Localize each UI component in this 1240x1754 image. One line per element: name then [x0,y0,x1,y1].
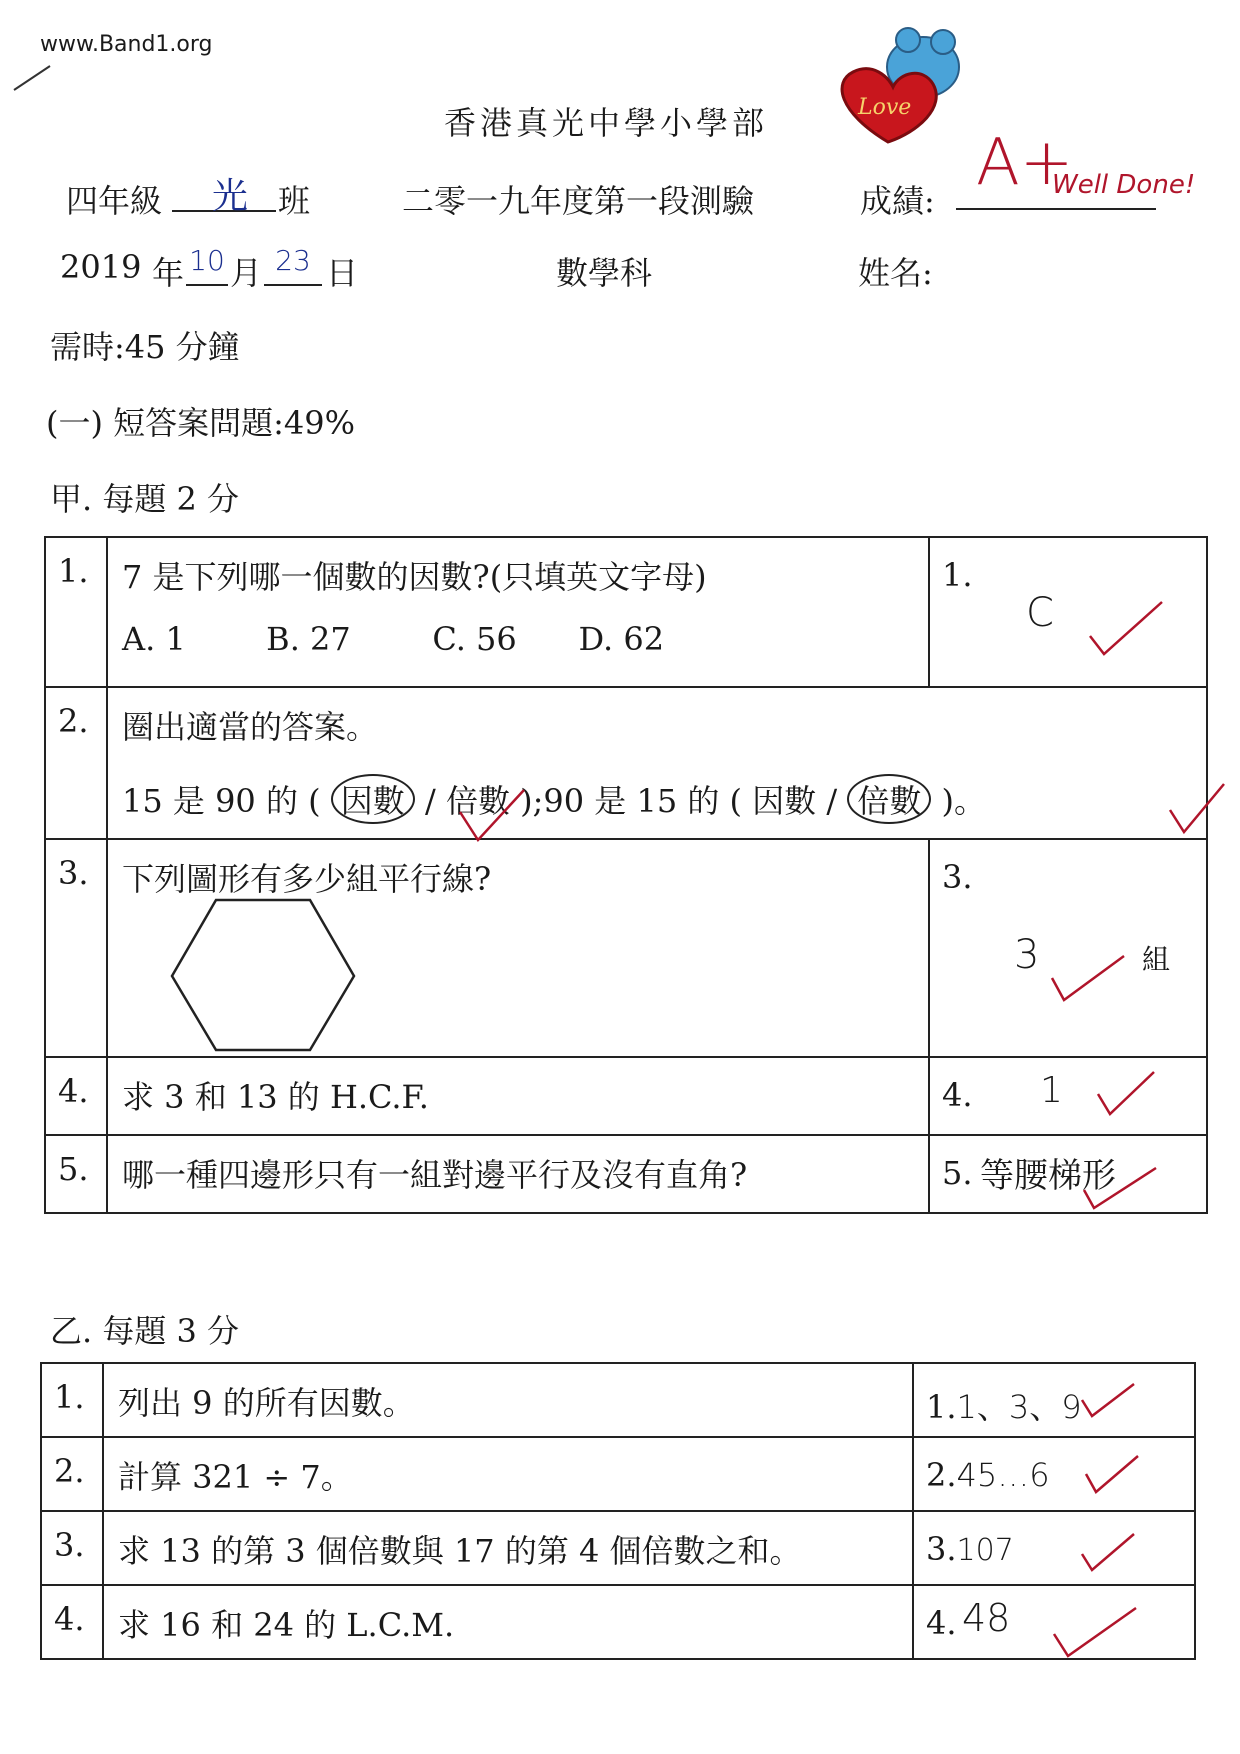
option-d: D. 62 [578,620,665,658]
exam-day: 23 [275,244,311,277]
answer-value: 48 [962,1596,1011,1640]
answer-unit: 組 [1142,943,1171,976]
day-char: 日 [326,254,359,292]
q2-sep-a: / [424,782,436,820]
part-a-table [44,536,1208,1214]
check-mark-icon [1168,780,1228,840]
question-text: 列出 9 的所有因數。 [118,1384,415,1422]
section1-title: (一) 短答案問題:49% [46,404,356,442]
question-text: 7 是下列哪一個數的因數?(只填英文字母) [122,558,707,596]
check-mark-icon [1086,598,1166,658]
q2-opt-multiple-a: 倍數 [445,782,510,820]
question-text: 哪一種四邊形只有一組對邊平行及沒有直角? [122,1156,748,1194]
option-c: C. 56 [432,620,517,658]
q2-end: )。 [941,782,987,820]
check-mark-icon [1078,1530,1138,1574]
score-comment: Well Done! [1052,170,1196,200]
check-mark-icon [1080,1164,1160,1214]
answer-label: 3. [942,858,973,896]
table-row [41,1437,1195,1511]
question-number: 1. [54,1378,85,1416]
part-b-table [40,1362,1196,1660]
table-row [45,1057,1207,1135]
class-suffix: 班 [278,182,311,220]
time-label: 需時:45 分鐘 [50,328,240,366]
question-text: 求 3 和 13 的 H.C.F. [122,1078,429,1116]
question-text: 下列圖形有多少組平行線? [122,860,492,898]
exam-month: 10 [189,244,225,277]
q2-circled-multiple: 倍數 [847,774,931,824]
question-number: 4. [54,1600,85,1638]
answer-label: 4. [926,1604,957,1642]
exam-title: 二零一九年度第一段測驗 [402,182,755,220]
question-number: 3. [54,1526,85,1564]
answer-label: 3. [926,1530,957,1568]
hexagon-figure [164,894,364,1054]
check-mark-icon [458,786,528,846]
part-b-title: 乙. 每題 3 分 [50,1312,240,1350]
check-mark-icon [1094,1068,1158,1120]
class-blank [172,166,276,217]
score-value: A+ [976,126,1074,200]
question-text: 求 16 和 24 的 L.C.M. [118,1606,455,1644]
answer-label: 1. [926,1388,957,1426]
question-number: 4. [58,1072,89,1110]
sticker-text: Love [858,95,912,120]
question-number: 3. [58,854,89,892]
subject: 數學科 [556,254,653,292]
class-name: 光 [212,176,249,217]
exam-year: 2019 [60,248,142,286]
option-b: B. 27 [266,620,351,658]
answer-value: 1、3、9 [956,1388,1082,1426]
check-mark-icon [1082,1452,1142,1496]
table-row [41,1585,1195,1659]
answer-value: 等腰梯形 [980,1156,1116,1196]
check-mark-icon [1078,1380,1138,1420]
question-number: 1. [58,552,89,590]
school-name: 香港真光中學小學部 [444,104,769,142]
answer-label: 2. [926,1456,957,1494]
year-char: 年 [152,254,185,292]
part-a-title: 甲. 每題 2 分 [50,480,240,518]
table-row [45,1135,1207,1213]
check-mark-icon [1048,950,1128,1010]
question-number: 2. [58,702,89,740]
grade-prefix: 四年級 [66,182,163,220]
answer-label: 1. [942,556,973,594]
answer-value: 1 [1040,1070,1063,1111]
question-text: 求 13 的第 3 個倍數與 17 的第 4 個倍數之和。 [118,1532,802,1570]
day-blank [264,244,322,286]
q2-circled-factor: 因數 [331,774,415,824]
table-row [45,839,1207,1057]
question-text: 圈出適當的答案。 [122,708,379,746]
answer-label: 4. [942,1076,973,1114]
question-number: 5. [58,1150,89,1188]
q2-mid: );90 是 15 的 ( [520,782,743,820]
option-a: A. 1 [122,620,186,658]
pen-stroke-mark [6,60,56,100]
answer-label: 5. [942,1154,973,1192]
table-row [45,537,1207,687]
month-char: 月 [230,254,263,292]
answer-value: 3 [1014,932,1040,978]
name-label: 姓名: [858,254,933,292]
score-label: 成績: [860,182,935,220]
table-row [41,1511,1195,1585]
q2-opt-factor-b: 因數 [752,782,817,820]
love-sticker-icon [828,22,978,172]
watermark: www.Band1.org [40,32,213,57]
table-row [41,1363,1195,1437]
question-number: 2. [54,1452,85,1490]
question-text: 計算 321 ÷ 7。 [118,1458,353,1496]
answer-value: 45…6 [956,1456,1050,1494]
answer-value: 107 [956,1533,1014,1568]
check-mark-icon [1050,1604,1140,1660]
q2-sep-b: / [826,782,838,820]
score-blank [956,208,1156,210]
answer-value: C [1026,590,1054,636]
q2-line-a: 15 是 90 的 ( [122,782,321,820]
month-blank [186,244,228,286]
table-row [45,687,1207,839]
